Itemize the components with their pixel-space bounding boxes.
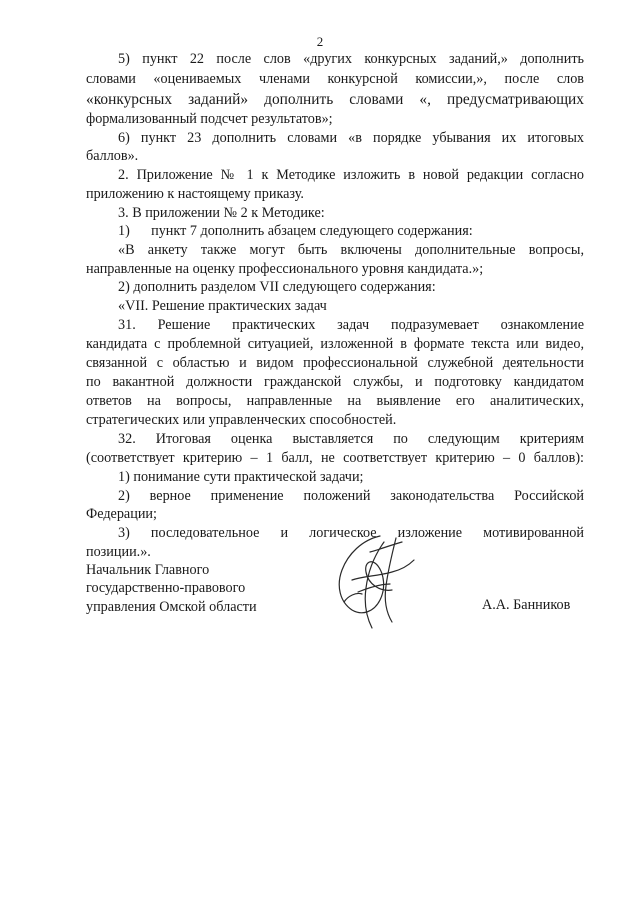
signatory-name: А.А. Банников <box>482 597 571 613</box>
text-line: 1) пункт 7 дополнить абзацем следующего содержания: <box>118 223 473 239</box>
text-line: формализованный подсчет результатов»; <box>86 111 333 127</box>
text-line: направленные на оценку профессионального уровня кандидата.»; <box>86 261 484 277</box>
handwritten-signature <box>322 532 418 632</box>
text-line: по вакантной должности гражданской службы, и подготовку кандидатом <box>86 374 584 390</box>
text-line: Федерации; <box>86 506 157 522</box>
text-line: связанной с областью и видом профессиональной служебной деятельности <box>86 355 584 371</box>
text-line: 3. В приложении № 2 к Методике: <box>118 205 325 221</box>
text-line: «В анкету также могут быть включены дополнительные вопросы, <box>118 242 584 258</box>
text-line: 2) верное применение положений законодательства Российской <box>118 488 584 504</box>
text-line: 31. Решение практических задач подразумевает ознакомление <box>118 317 584 333</box>
text-line: 6) пункт 23 дополнить словами «в порядке убывания их итоговых <box>118 130 584 146</box>
text-line: 2. Приложение № 1 к Методике изложить в новой редакции согласно <box>118 167 584 183</box>
text-line: 2) дополнить разделом VII следующего содержания: <box>118 279 436 295</box>
text-line: кандидата с проблемной ситуацией, изложенной в формате текста или видео, <box>86 336 584 352</box>
text-line: стратегических или управленческих способностей. <box>86 412 397 428</box>
signatory-position-line: Начальник Главного <box>86 562 210 578</box>
signatory-position-line: государственно-правового <box>86 580 246 596</box>
text-line: словами «оцениваемых членами конкурсной комиссии,», после слов <box>86 71 584 87</box>
text-line: позиции.». <box>86 544 151 560</box>
text-line: «конкурсных заданий» дополнить словами «, предусматривающих <box>86 91 584 108</box>
text-line: 32. Итоговая оценка выставляется по следующим критериям <box>118 431 584 447</box>
page-number: 2 <box>316 34 324 49</box>
text-line: 3) последовательное и логическое изложение мотивированной <box>118 525 584 541</box>
text-line: 5) пункт 22 после слов «других конкурсных заданий,» дополнить <box>118 51 584 67</box>
text-line: ответов на вопросы, направленные на выявление его аналитических, <box>86 393 584 409</box>
text-line: 1) понимание сути практической задачи; <box>118 469 364 485</box>
text-line: приложению к настоящему приказу. <box>86 186 304 202</box>
signatory-position-line: управления Омской области <box>86 599 257 615</box>
text-line: (соответствует критерию – 1 балл, не соответствует критерию – 0 баллов): <box>86 450 584 466</box>
text-line: баллов». <box>86 148 139 164</box>
text-line: «VII. Решение практических задач <box>118 298 327 314</box>
